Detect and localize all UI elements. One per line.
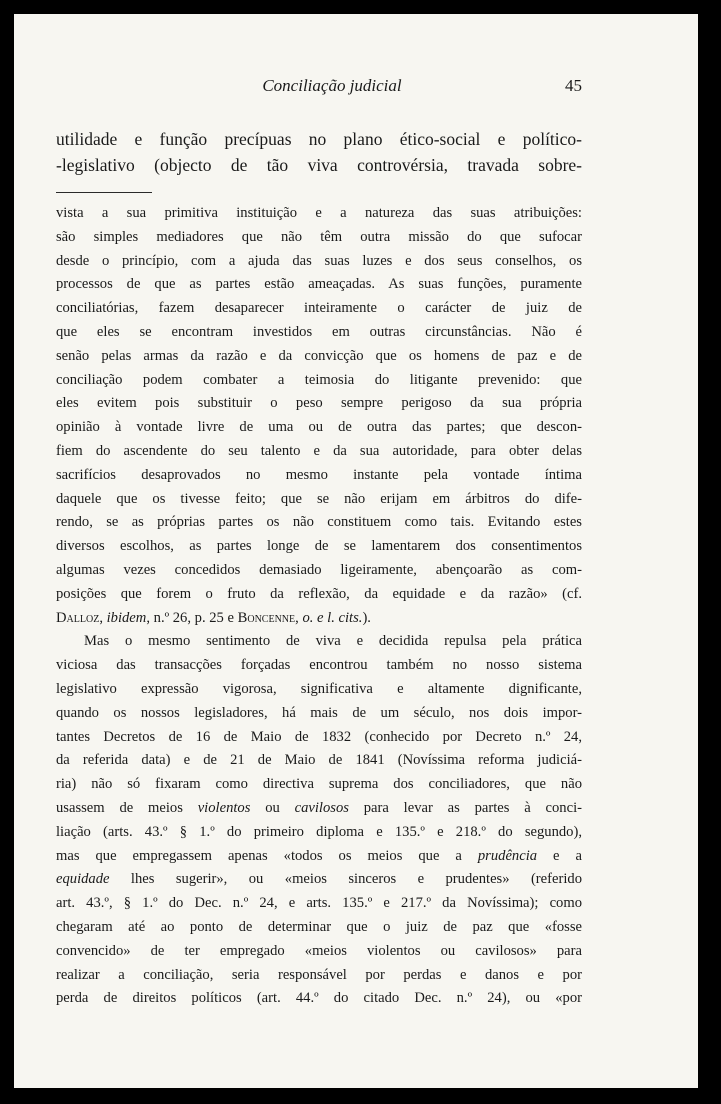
footnote-line: Mas o mesmo sentimento de viva e decidida repulsa pela prática: [84, 633, 582, 650]
footnote-line: diversos escolhos, as partes longe de se lamentarem dos consentimentos: [56, 538, 582, 555]
citation-ibidem: ibidem: [106, 609, 147, 626]
footnote-line: rendo, se as próprias partes os não constituem como tais. Evitando estes: [56, 514, 582, 531]
main-text: [56, 126, 582, 178]
citation-separator: ,: [295, 609, 303, 626]
footnote-line: ria) não só fixaram como directiva suprema dos conciliadores, que não: [56, 776, 582, 793]
footnote-line: legislativo expressão vigorosa, significativa e altamente dignificante,: [56, 680, 582, 697]
running-title: Conciliação judicial: [262, 76, 402, 95]
citation-op-cit: o. e l. cits.: [302, 609, 363, 626]
citation-separator: ,: [99, 609, 107, 626]
text-run: e a: [537, 847, 582, 864]
footnote-line: art. 43.º, § 1.º do Dec. n.º 24, e arts. 135.º e 217.º da Novíssima); como: [56, 895, 582, 912]
footnote-line: conciliatórias, fazem desaparecer inteiramente o carácter de juiz de: [56, 300, 582, 317]
emphasis-equidade: equidade: [56, 871, 110, 888]
citation-reference: , n.º 26, p. 25 e: [146, 609, 238, 626]
footnote: [56, 202, 582, 1011]
footnote-line: sacrifícios desaprovados no mesmo instante pela vontade íntima: [56, 466, 582, 483]
main-text-line: -legislativo (objecto de tão viva controvérsia, travada sobre-: [56, 155, 582, 175]
footnote-line: [56, 797, 582, 821]
footnote-line: eles evitem pois substituir o peso sempre perigoso da sua própria: [56, 395, 582, 412]
book-page: [14, 14, 698, 1088]
footnote-line: conciliação podem combater a teimosia do litigante prevenido: que: [56, 371, 582, 388]
footnote-line: que eles se encontram investidos em outras circunstâncias. Não é: [56, 323, 582, 340]
footnote-line: perda de direitos políticos (art. 44.º do citado Dec. n.º 24), ou «por: [56, 990, 582, 1007]
citation-author: Boncenne: [237, 609, 296, 626]
footnote-line: desde o princípio, com a ajuda das suas luzes e dos seus conselhos, os: [56, 252, 582, 269]
page-header: [14, 76, 698, 100]
page-number: 45: [565, 76, 582, 95]
footnote-line: fiem do ascendente do seu talento e da sua autoridade, para obter delas: [56, 442, 582, 459]
footnote-line: processos de que as partes estão ameaçadas. As suas funções, puramente: [56, 276, 582, 293]
footnote-line: liação (arts. 43.º § 1.º do primeiro diploma e 135.º e 218.º do segundo),: [56, 823, 582, 840]
citation-author: Dalloz: [56, 609, 100, 626]
footnote-line: senão pelas armas da razão e da convicção que os homens de paz e de: [56, 347, 582, 364]
text-run: lhes sugerir», ou «meios sinceros e prudentes» (referido: [109, 871, 582, 888]
text-run: usassem de meios: [56, 799, 198, 816]
footnote-line: algumas vezes concedidos demasiado ligeiramente, abençoarão as com-: [56, 561, 582, 578]
text-run: mas que empregassem apenas «todos os meios que a: [56, 847, 478, 864]
footnote-line: daquele que os tivesse feito; que se não erijam em árbitros do dife-: [56, 490, 582, 507]
footnote-line: quando os nossos legisladores, há mais de um século, nos dois impor-: [56, 704, 582, 721]
footnote-line: posições que forem o fruto da reflexão, da equidade e da razão» (cf.: [56, 585, 582, 602]
text-run: ou: [250, 799, 295, 816]
footnote-line: [56, 868, 582, 892]
footnote-line: convencido» de ter empregado «meios violentos ou cavilosos» para: [56, 942, 582, 959]
footnote-line: vista a sua primitiva instituição e a natureza das suas atribuições:: [56, 205, 582, 221]
footnote-line: da referida data) e de 21 de Maio de 1841 (Novíssima reforma judiciá-: [56, 752, 582, 769]
emphasis-violentos: violentos: [197, 799, 251, 816]
citation-close: ).: [362, 609, 371, 626]
emphasis-cavilosos: cavilosos: [294, 799, 349, 816]
footnote-line: são simples mediadores que não têm outra missão do que sufocar: [56, 228, 582, 245]
footnote-citation-line: [56, 607, 582, 631]
emphasis-prudencia: prudência: [477, 847, 538, 864]
footnote-line: opinião à vontade livre de uma ou de outra das partes; que descon-: [56, 419, 582, 436]
main-text-line: utilidade e função precípuas no plano ético-social e político-: [56, 129, 582, 149]
footnote-line: [56, 845, 582, 869]
footnote-line: realizar a conciliação, seria responsável por perdas e danos e por: [56, 966, 582, 983]
footnote-line: tantes Decretos de 16 de Maio de 1832 (conhecido por Decreto n.º 24,: [56, 728, 582, 745]
footnote-separator: [56, 192, 152, 193]
footnote-line: chegaram até ao ponto de determinar que o juiz de paz que «fosse: [56, 918, 582, 935]
footnote-line: viciosa das transacções forçadas encontrou também no nosso sistema: [56, 657, 582, 674]
text-run: para levar as partes à conci-: [348, 799, 582, 816]
